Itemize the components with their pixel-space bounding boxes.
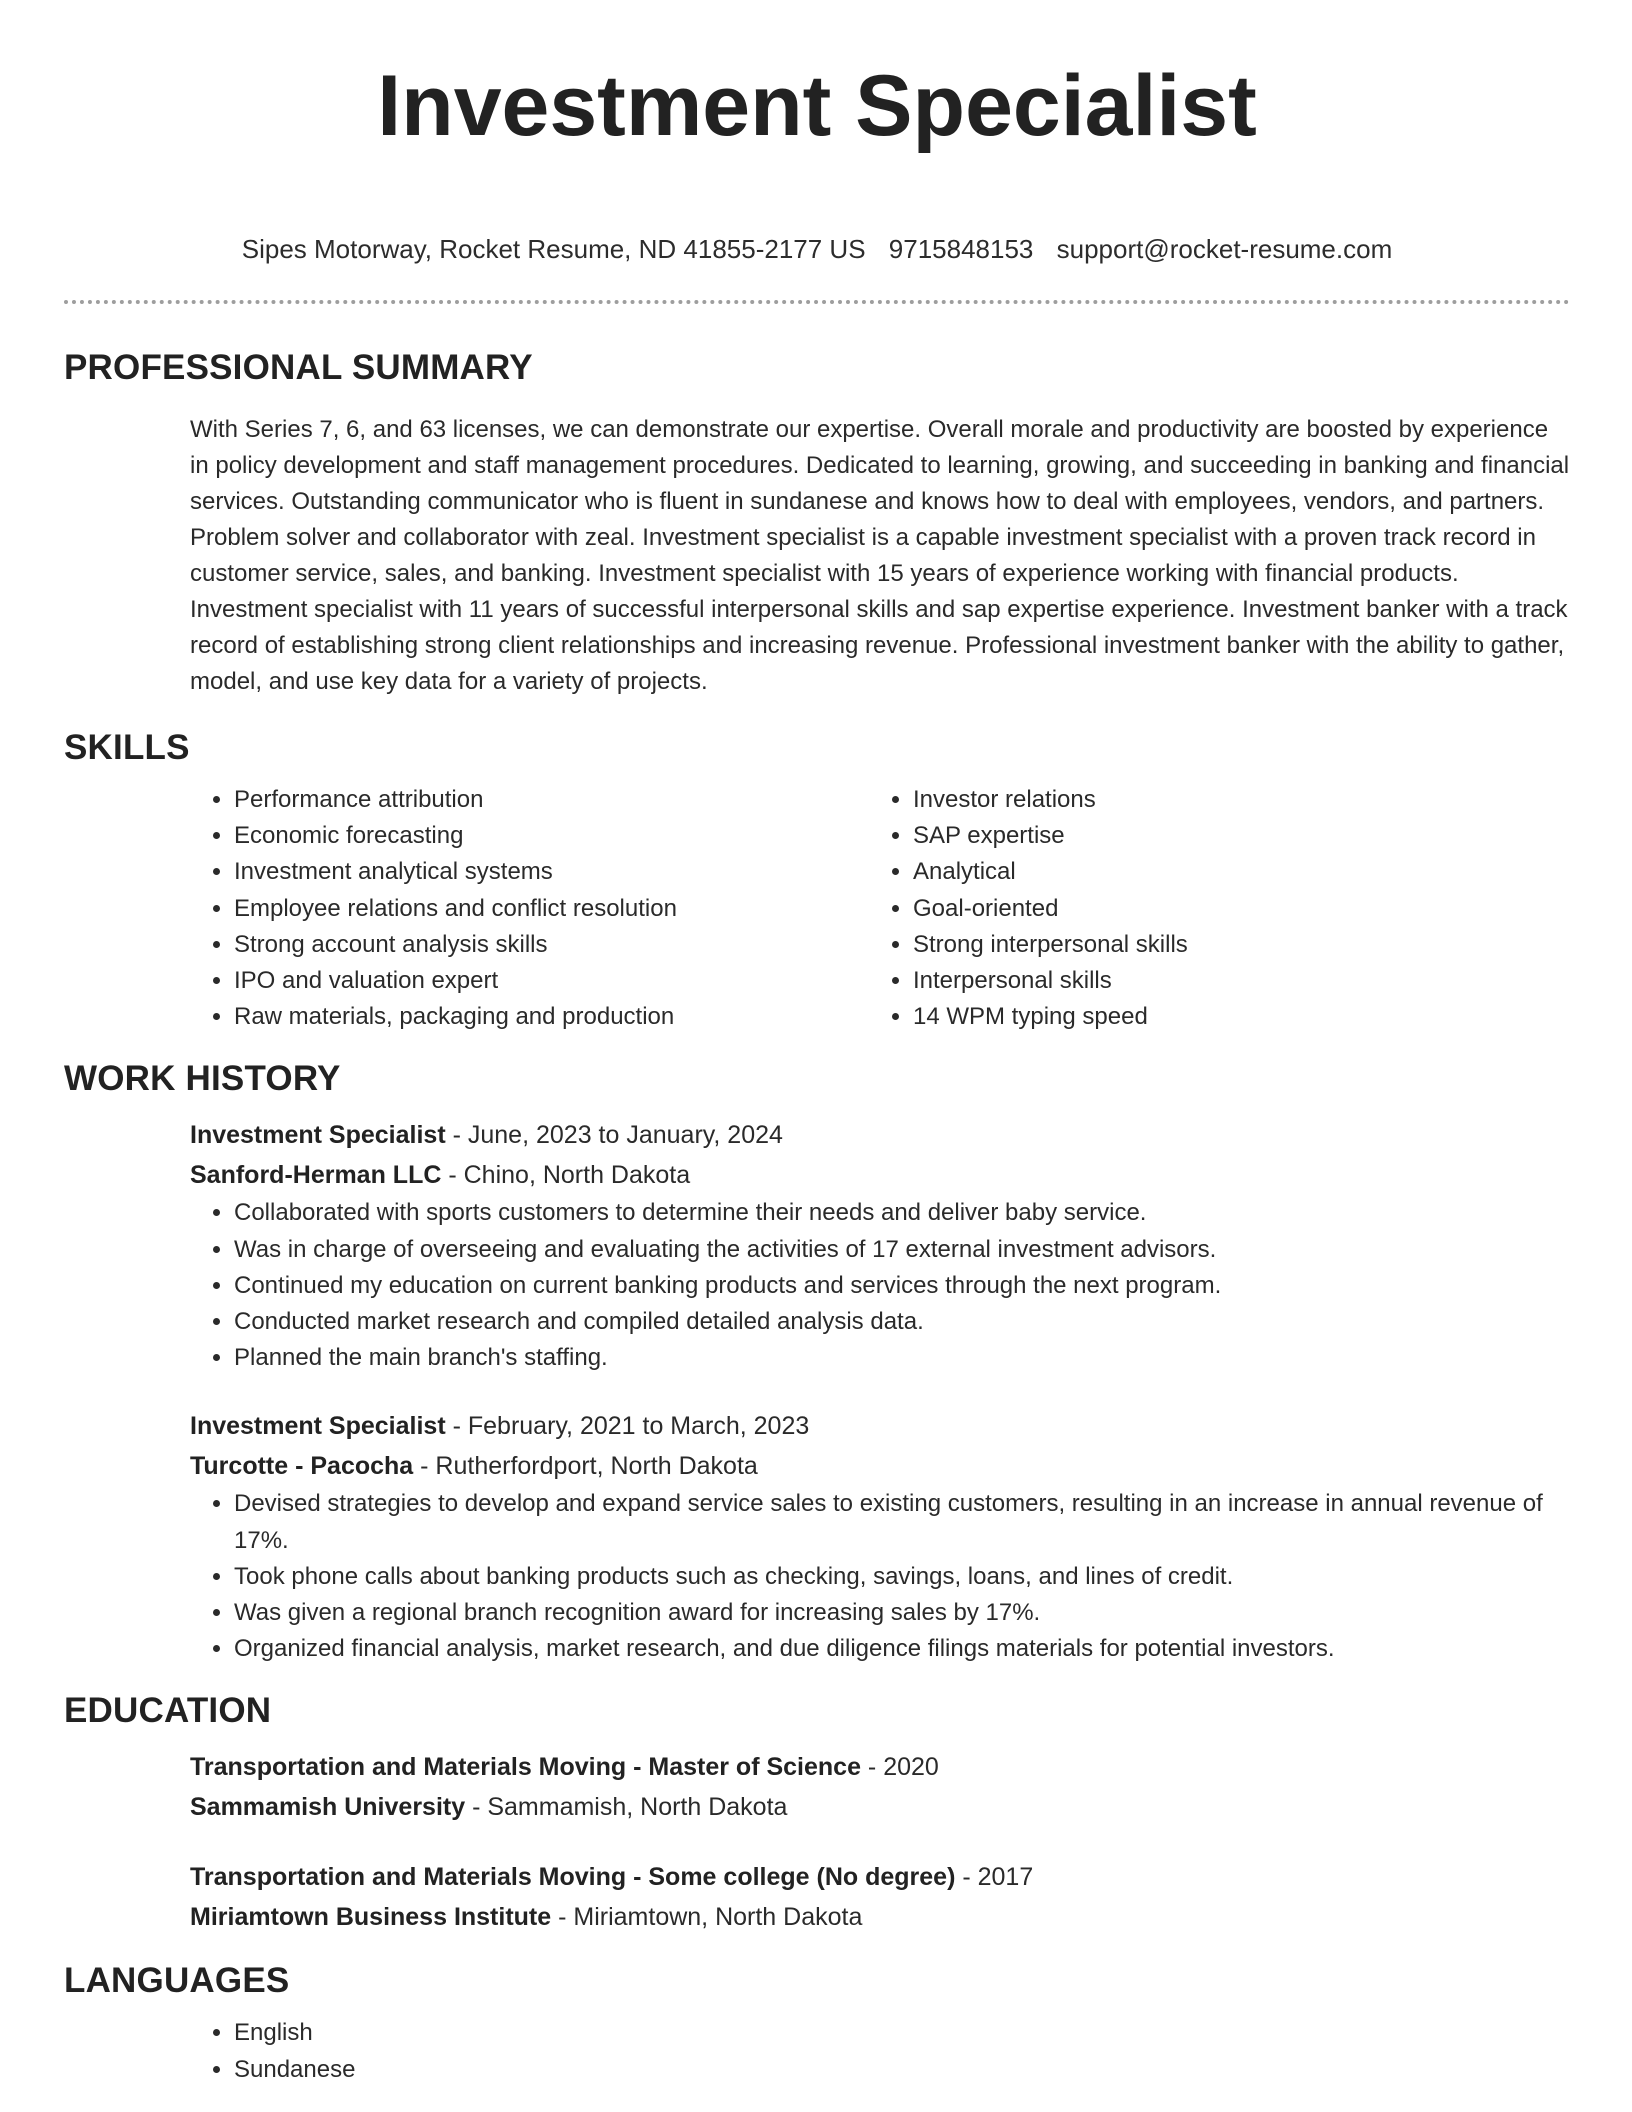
- contact-line: [64, 232, 1570, 266]
- education-degree-line: [190, 1857, 1570, 1897]
- language-item: • English: [234, 2015, 1570, 2051]
- skill-item: • IPO and valuation expert: [234, 963, 869, 999]
- education-entry: [190, 1747, 1570, 1827]
- education-entry: [190, 1857, 1570, 1937]
- contact-phone: 9715848153: [888, 234, 1034, 264]
- education-degree: Transportation and Materials Moving - Master of Science: [190, 1753, 861, 1782]
- summary-heading: PROFESSIONAL SUMMARY: [64, 348, 533, 387]
- skills-column-right: [869, 782, 1548, 1035]
- skill-item: • 14 WPM typing speed: [913, 999, 1548, 1035]
- work-heading: WORK HISTORY: [64, 1059, 341, 1099]
- education-degree-line: [190, 1747, 1570, 1787]
- education-degree: Transportation and Materials Moving - Some college (No degree): [190, 1863, 956, 1892]
- job-company: Turcotte - Pacocha: [190, 1452, 414, 1481]
- job-location: - Chino, North Dakota: [441, 1161, 691, 1190]
- languages-list: [190, 2015, 1570, 2087]
- skill-item: • SAP expertise: [913, 818, 1548, 854]
- job-title-line: [190, 1406, 1570, 1446]
- skill-item: • Analytical: [913, 854, 1548, 890]
- job-bullet: • Organized financial analysis, market research, and due diligence filings materials for potential investors.: [234, 1631, 1570, 1667]
- skill-item: • Strong interpersonal skills: [913, 927, 1548, 963]
- skill-item: • Performance attribution: [234, 782, 869, 818]
- languages-list-wrapper: [190, 2015, 1570, 2087]
- education-school-line: [190, 1787, 1570, 1827]
- education-year: - 2020: [860, 1753, 939, 1782]
- job-bullets: [190, 1486, 1570, 1667]
- skill-item: • Investment analytical systems: [234, 854, 869, 890]
- resume-page: [64, 0, 1570, 2088]
- skill-item: • Interpersonal skills: [913, 963, 1548, 999]
- skill-item: • Strong account analysis skills: [234, 927, 869, 963]
- education-heading: EDUCATION: [64, 1691, 272, 1731]
- skill-item: • Goal-oriented: [913, 891, 1548, 927]
- job-entry: [190, 1115, 1570, 1376]
- job-role: Investment Specialist: [190, 1121, 446, 1150]
- education-school-line: [190, 1897, 1570, 1937]
- skill-item: • Employee relations and conflict resolution: [234, 891, 869, 927]
- education-year: - 2017: [955, 1863, 1034, 1892]
- job-location: - Rutherfordport, North Dakota: [413, 1452, 758, 1481]
- skill-item: • Economic forecasting: [234, 818, 869, 854]
- job-bullet: • Devised strategies to develop and expand service sales to existing customers, resulting in an increase in annual revenue of 17%.: [234, 1486, 1570, 1558]
- education-location: - Sammamish, North Dakota: [465, 1793, 788, 1822]
- job-bullet: • Was in charge of overseeing and evaluating the activities of 17 external investment advisors.: [234, 1232, 1570, 1268]
- skill-item: • Raw materials, packaging and production: [234, 999, 869, 1035]
- job-dates: - February, 2021 to March, 2023: [445, 1412, 810, 1441]
- summary-text: With Series 7, 6, and 63 licenses, we can demonstrate our expertise. Overall morale and productivity are boosted by experience in policy development and staff management procedures. Dedicated to learning, growing, and succeeding in banking and financial services. Outstanding communicator who is fluent in sundanese and knows how to deal with employees, vendors, and partners. Problem solver and collaborator with zeal. Investment specialist is a capable investment specialist with a proven track record in customer service, sales, and banking. Investment specialist with 15 years of experience working with financial products. Investment specialist with 11 years of successful interpersonal skills and sap expertise experience. Investment banker with a track record of establishing strong client relationships and increasing revenue. Professional investment banker with the ability to gather, model, and use key data for a variety of projects.: [190, 416, 1570, 695]
- skills-grid: [190, 782, 1570, 1035]
- job-bullets: [190, 1195, 1570, 1376]
- contact-email: support@rocket-resume.com: [1056, 234, 1393, 264]
- job-company-line: [190, 1446, 1570, 1486]
- job-role: Investment Specialist: [190, 1412, 446, 1441]
- job-bullet: • Continued my education on current banking products and services through the next program.: [234, 1268, 1570, 1304]
- education-school: Sammamish University: [190, 1793, 466, 1822]
- header-divider: [64, 300, 1570, 304]
- job-title-line: [190, 1115, 1570, 1155]
- job-company-line: [190, 1155, 1570, 1195]
- skills-column-left: [190, 782, 869, 1035]
- education-school: Miriamtown Business Institute: [190, 1903, 552, 1932]
- job-dates: - June, 2023 to January, 2024: [445, 1121, 783, 1150]
- education-location: - Miriamtown, North Dakota: [551, 1903, 863, 1932]
- skill-item: • Investor relations: [913, 782, 1548, 818]
- languages-heading: LANGUAGES: [64, 1961, 290, 2001]
- job-bullet: • Planned the main branch's staffing.: [234, 1340, 1570, 1376]
- contact-address: Sipes Motorway, Rocket Resume, ND 41855-2177 US: [241, 234, 866, 264]
- language-item: • Sundanese: [234, 2052, 1570, 2088]
- job-bullet: • Took phone calls about banking products such as checking, savings, loans, and lines of credit.: [234, 1559, 1570, 1595]
- job-bullet: • Collaborated with sports customers to determine their needs and deliver baby service.: [234, 1195, 1570, 1231]
- skills-heading: SKILLS: [64, 728, 190, 767]
- job-entry: [190, 1406, 1570, 1667]
- resume-name: Investment Specialist: [377, 58, 1257, 154]
- job-bullet: • Was given a regional branch recognition award for increasing sales by 17%.: [234, 1595, 1570, 1631]
- job-company: Sanford-Herman LLC: [190, 1161, 442, 1190]
- job-bullet: • Conducted market research and compiled detailed analysis data.: [234, 1304, 1570, 1340]
